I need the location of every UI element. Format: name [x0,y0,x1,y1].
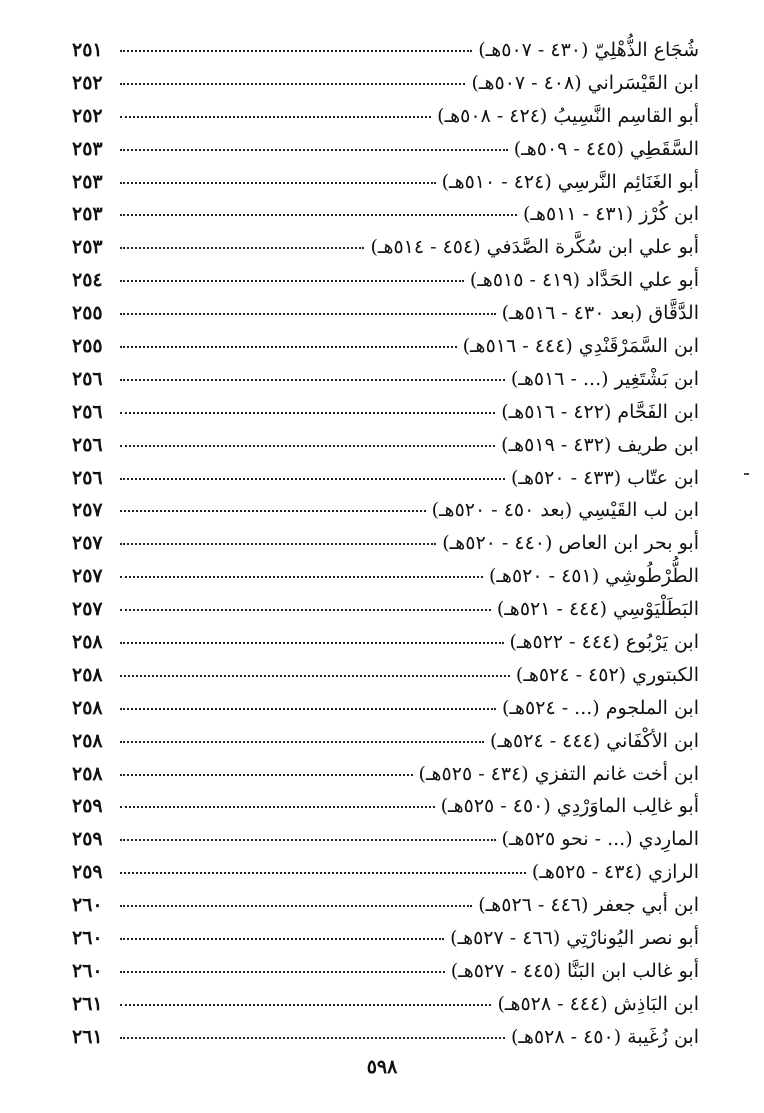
toc-entry [72,823,699,856]
toc-entry [72,34,699,67]
dot-leader [120,642,504,644]
entry-page-number: ٢٥٨ [72,729,103,752]
dot-leader [120,379,505,381]
entry-page-number: ٢٥٦ [72,433,103,456]
toc-entry [72,593,699,626]
entry-page-number: ٢٥٣ [72,203,103,226]
entry-page-number: ٢٥٨ [72,631,103,654]
entry-title: البَطَلْيَوْسِي (٤٤٤ - ٥٢١هـ) [496,598,699,621]
toc-entry [72,1021,699,1054]
entry-page-number: ٢٥٥ [72,302,103,325]
entry-page-number: ٢٥٨ [72,696,103,719]
entry-title: الدَّقَّاق (بعد ٤٣٠ - ٥١٦هـ) [501,302,699,325]
entry-page-number: ٢٥٧ [72,565,103,588]
toc-entry [72,462,699,495]
entry-title: ابن أبي جعفر (٤٤٦ - ٥٢٦هـ) [478,894,699,917]
dot-leader [120,1004,491,1006]
dot-leader [120,280,464,282]
toc-entry [72,725,699,758]
entry-title: ابن كُرْز (٤٣١ - ٥١١هـ) [523,203,699,226]
toc-entry [72,396,699,429]
dot-leader [120,149,508,151]
entry-page-number: ٢٦١ [72,992,103,1015]
toc-entry [72,100,699,133]
entry-title: ابن لب القَيْسِي (بعد ٤٥٠ - ٥٢٠هـ) [431,499,699,522]
entry-title: أبو علي الحَدَّاد (٤١٩ - ٥١٥هـ) [469,269,699,292]
dot-leader [120,478,505,480]
toc-entry [72,988,699,1021]
entry-title: السَّقَطِي (٤٤٥ - ٥٠٩هـ) [513,137,699,160]
dot-leader [120,313,496,315]
dot-leader [120,609,491,611]
toc-entry [72,67,699,100]
entry-title: أبو غالِب الماوَرْدِي (٤٥٠ - ٥٢٥هـ) [440,795,699,818]
entry-page-number: ٢٥٧ [72,532,103,555]
dot-leader [120,774,413,776]
entry-title: ابن عتّاب (٤٣٣ - ٥٢٠هـ) [510,466,699,489]
toc-entry [72,856,699,889]
entry-title: ابن أخت غانم التفزي (٤٣٤ - ٥٢٥هـ) [418,762,699,785]
entry-title: ابن يَرْبُوع (٤٤٤ - ٥٢٢هـ) [509,631,699,654]
dot-leader [120,1037,505,1039]
toc-entry [72,692,699,725]
toc-entry [72,198,699,231]
entry-title: المارِدي (... - نحو ٥٢٥هـ) [501,828,699,851]
entry-page-number: ٢٥٥ [72,335,103,358]
entry-title: ابن بَشْتَغِير (... - ٥١٦هـ) [510,367,699,390]
dot-leader [120,938,444,940]
dot-leader [120,576,483,578]
toc-entry [72,626,699,659]
entry-title: ابن الأكْفَاني (٤٤٤ - ٥٢٤هـ) [490,729,699,752]
entry-title: الكبتوري (٤٥٢ - ٥٢٤هـ) [515,663,699,686]
entry-page-number: ٢٥٦ [72,400,103,423]
entry-title: الطُّرْطُوشِي (٤٥١ - ٥٢٠هـ) [488,565,699,588]
dot-leader [120,214,517,216]
entry-title: ابن البَاذِش (٤٤٤ - ٥٢٨هـ) [497,992,699,1015]
dot-leader [120,839,496,841]
toc-entry [72,889,699,922]
entry-page-number: ٢٦١ [72,1025,103,1048]
toc-entry [72,922,699,955]
toc-entry [72,166,699,199]
entry-page-number: ٢٥٣ [72,170,103,193]
entry-title: الرازي (٤٣٤ - ٥٢٥هـ) [531,861,699,884]
entry-title: ابن الفَحَّام (٤٢٢ - ٥١٦هـ) [501,400,699,423]
dot-leader [120,50,472,52]
dot-leader [120,346,457,348]
entry-page-number: ٢٥٦ [72,466,103,489]
page-number: ٥٩٨ [366,1056,398,1078]
dot-leader [120,806,435,808]
entry-page-number: ٢٥٩ [72,828,103,851]
toc-entry [72,264,699,297]
toc-entry [72,758,699,791]
entry-page-number: ٢٥١ [72,39,103,61]
dot-leader [120,116,431,118]
entry-page-number: ٢٥٣ [72,236,103,259]
entry-page-number: ٢٥٤ [72,269,103,292]
entry-title: ابن السَّمَرْقَنْدِي (٤٤٤ - ٥١٦هـ) [462,335,699,358]
toc-entry [72,790,699,823]
entry-title: ابن الملجوم (... - ٥٢٤هـ) [502,696,699,719]
toc-entry [72,659,699,692]
entry-title: أبو القاسِم النَّسِيبُ (٤٢٤ - ٥٠٨هـ) [437,104,699,127]
dot-leader [120,971,445,973]
dot-leader [120,708,496,710]
dot-leader [120,872,526,874]
entry-title: ابن طريف (٤٣٢ - ٥١٩هـ) [501,433,699,456]
toc-entry [72,955,699,988]
entry-page-number: ٢٥٧ [72,598,103,621]
entry-title: ابن القَيْسَراني (٤٠٨ - ٥٠٧هـ) [471,71,699,94]
dot-leader [120,905,472,907]
entry-page-number: ٢٥٢ [72,104,103,127]
dot-leader [120,741,484,743]
dot-leader [120,543,436,545]
entry-page-number: ٢٥٨ [72,762,103,785]
entry-title: شُجَاع الذُّهْلِيّ (٤٣٠ - ٥٠٧هـ) [478,39,699,61]
toc-entry [72,363,699,396]
toc-entry [72,560,699,593]
entry-page-number: ٢٥٣ [72,137,103,160]
toc-entry [72,330,699,363]
entry-page-number: ٢٦٠ [72,959,103,982]
entry-page-number: ٢٥٦ [72,367,103,390]
entry-title: أبو غالب ابن البَنَّا (٤٤٥ - ٥٢٧هـ) [450,959,699,982]
toc-entry [72,494,699,527]
entry-title: أبو نصر اليُونارْتِي (٤٦٦ - ٥٢٧هـ) [450,927,699,950]
entry-title: أبو علي ابن سُكَّرة الصَّدَفي (٤٥٤ - ٥١٤هـ) [370,236,699,259]
dot-leader [120,510,426,512]
dot-leader [120,675,510,677]
entry-page-number: ٢٥٩ [72,795,103,818]
entry-page-number: ٢٥٧ [72,499,103,522]
dot-leader [120,445,495,447]
dot-leader [120,247,364,249]
entry-page-number: ٢٥٨ [72,663,103,686]
entry-page-number: ٢٦٠ [72,927,103,950]
entry-title: ابن زُغَيبة (٤٥٠ - ٥٢٨هـ) [510,1025,699,1048]
entry-page-number: ٢٦٠ [72,894,103,917]
toc-entry [72,297,699,330]
entry-page-number: ٢٥٩ [72,861,103,884]
table-of-contents [72,34,699,1054]
toc-entry [72,527,699,560]
toc-entry [72,133,699,166]
entry-title: أبو بحر ابن العاص (٤٤٠ - ٥٢٠هـ) [442,532,699,555]
entry-page-number: ٢٥٢ [72,71,103,94]
dot-leader [120,412,495,414]
dot-leader [120,182,436,184]
toc-entry [72,429,699,462]
entry-title: أبو الغَنَائِم النَّرسِي (٤٢٤ - ٥١٠هـ) [441,170,699,193]
toc-entry [72,231,699,264]
margin-mark [744,473,749,475]
dot-leader [120,83,465,85]
